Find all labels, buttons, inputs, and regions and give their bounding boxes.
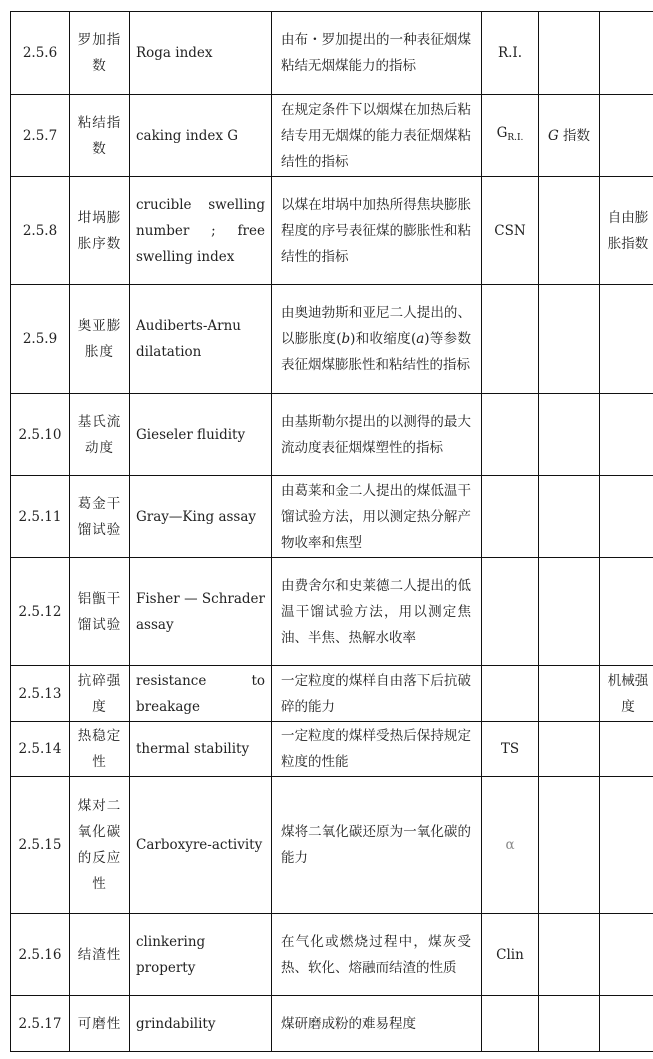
alt-italic: G (547, 127, 559, 144)
term-definition: 煤研磨成粉的难易程度 (272, 996, 482, 1052)
term-chinese: 抗碎强度 (70, 666, 130, 722)
term-synonym (600, 285, 653, 394)
term-alt (539, 285, 600, 394)
symbol-main: G (496, 125, 508, 141)
term-english: clinkering property (130, 914, 272, 996)
term-number: 2.5.16 (11, 914, 70, 996)
term-definition: 在气化或燃烧过程中，煤灰受热、软化、熔融而结渣的性质 (272, 914, 482, 996)
term-english: Gieseler fluidity (130, 394, 272, 476)
term-definition: 一定粒度的煤样受热后保持规定粒度的性能 (272, 722, 482, 777)
term-english: grindability (130, 996, 272, 1052)
term-chinese: 坩埚膨胀序数 (70, 177, 130, 285)
term-synonym (600, 394, 653, 476)
term-chinese: 罗加指数 (70, 12, 130, 95)
table-row (11, 285, 653, 394)
term-number: 2.5.15 (11, 777, 70, 914)
term-alt (539, 914, 600, 996)
term-alt (539, 95, 600, 177)
term-english: Gray—King assay (130, 476, 272, 558)
term-symbol: CSN (482, 177, 539, 285)
term-alt (539, 12, 600, 95)
term-symbol (482, 558, 539, 666)
term-definition: 以煤在坩埚中加热所得焦块膨胀程度的序号表征煤的膨胀性和粘结性的指标 (272, 177, 482, 285)
table-row (11, 95, 653, 177)
term-english: caking index G (130, 95, 272, 177)
def-text: 由奥迪勃斯和亚尼二人提出的、以膨胀度( (281, 305, 471, 347)
term-synonym (600, 996, 653, 1052)
table-row (11, 476, 653, 558)
term-synonym (600, 12, 653, 95)
term-symbol (482, 476, 539, 558)
term-number: 2.5.12 (11, 558, 70, 666)
term-alt (539, 177, 600, 285)
term-english: Carboxyre-activity (130, 777, 272, 914)
term-symbol: R.I. (482, 12, 539, 95)
term-definition: 由布・罗加提出的一种表征烟煤粘结无烟煤能力的指标 (272, 12, 482, 95)
term-alt (539, 476, 600, 558)
term-symbol: α (482, 777, 539, 914)
term-synonym (600, 476, 653, 558)
term-chinese: 铝甑干馏试验 (70, 558, 130, 666)
term-alt (539, 558, 600, 666)
term-chinese: 热稳定性 (70, 722, 130, 777)
term-alt (539, 996, 600, 1052)
term-synonym (600, 914, 653, 996)
term-definition: 由基斯勒尔提出的以测得的最大流动度表征烟煤塑性的指标 (272, 394, 482, 476)
term-synonym (600, 722, 653, 777)
table-row (11, 12, 653, 95)
term-alt (539, 666, 600, 722)
table-row (11, 777, 653, 914)
def-variable: b (341, 331, 351, 347)
term-symbol (482, 95, 539, 177)
term-symbol (482, 666, 539, 722)
term-definition: 由费舍尔和史莱德二人提出的低温干馏试验方法，用以测定焦油、半焦、热解水收率 (272, 558, 482, 666)
term-definition: 煤将二氧化碳还原为一氧化碳的能力 (272, 777, 482, 914)
term-number: 2.5.8 (11, 177, 70, 285)
term-definition (272, 285, 482, 394)
term-english: thermal stability (130, 722, 272, 777)
term-number: 2.5.7 (11, 95, 70, 177)
term-synonym: 自由膨胀指数 (600, 177, 653, 285)
term-number: 2.5.14 (11, 722, 70, 777)
term-english: Fisher — Schrader assay (130, 558, 272, 666)
term-chinese: 葛金干馏试验 (70, 476, 130, 558)
term-alt (539, 394, 600, 476)
def-text: )和收缩度( (350, 331, 417, 347)
term-synonym (600, 558, 653, 666)
term-chinese: 奥亚膨胀度 (70, 285, 130, 394)
term-number: 2.5.13 (11, 666, 70, 722)
term-symbol: TS (482, 722, 539, 777)
term-synonym (600, 95, 653, 177)
term-number: 2.5.6 (11, 12, 70, 95)
table-row (11, 558, 653, 666)
table-row (11, 722, 653, 777)
symbol-subscript: R.I. (507, 133, 524, 143)
term-number: 2.5.17 (11, 996, 70, 1052)
term-synonym (600, 777, 653, 914)
term-chinese: 粘结指数 (70, 95, 130, 177)
term-synonym: 机械强度 (600, 666, 653, 722)
term-definition: 在规定条件下以烟煤在加热后粘结专用无烟煤的能力表征烟煤粘结性的指标 (272, 95, 482, 177)
term-alt (539, 722, 600, 777)
term-english: resistance to breakage (130, 666, 272, 722)
term-english: crucible swelling number ; free swelling index (130, 177, 272, 285)
term-alt (539, 777, 600, 914)
term-definition: 一定粒度的煤样自由落下后抗破碎的能力 (272, 666, 482, 722)
table-row (11, 394, 653, 476)
term-chinese: 结渣性 (70, 914, 130, 996)
term-english: Audiberts-Arnu dilatation (130, 285, 272, 394)
term-symbol: Clin (482, 914, 539, 996)
term-chinese: 煤对二氧化碳的反应性 (70, 777, 130, 914)
term-chinese: 可磨性 (70, 996, 130, 1052)
term-number: 2.5.11 (11, 476, 70, 558)
term-symbol (482, 394, 539, 476)
term-number: 2.5.9 (11, 285, 70, 394)
term-symbol (482, 285, 539, 394)
term-number: 2.5.10 (11, 394, 70, 476)
terms-table (10, 11, 653, 1052)
term-chinese: 基氏流动度 (70, 394, 130, 476)
table-row (11, 914, 653, 996)
def-text: )等参数表征烟煤膨胀性和粘结性的指标 (281, 331, 471, 373)
alt-rest: 指数 (563, 127, 591, 144)
term-english: Roga index (130, 12, 272, 95)
term-definition: 由葛莱和金二人提出的煤低温干馏试验方法，用以测定热分解产物收率和焦型 (272, 476, 482, 558)
def-variable: a (416, 331, 425, 347)
table-row (11, 177, 653, 285)
term-symbol (482, 996, 539, 1052)
table-row (11, 996, 653, 1052)
table-row (11, 666, 653, 722)
